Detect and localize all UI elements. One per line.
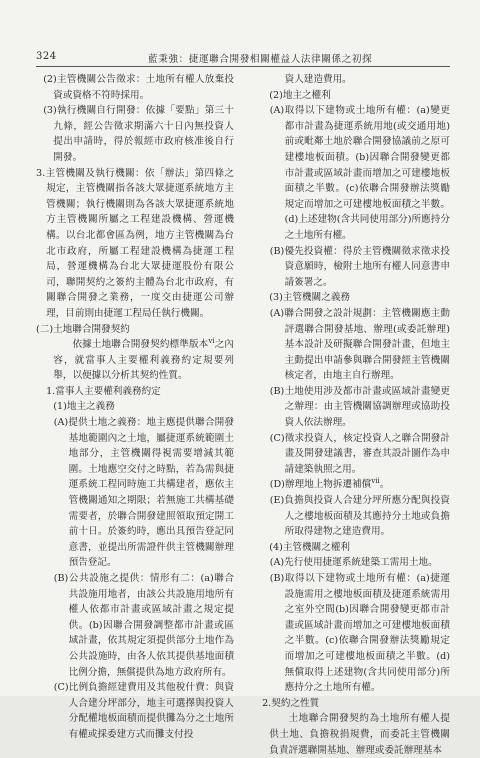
paragraph-l8: [36, 415, 234, 571]
footnote-marker[interactable]: vii: [371, 477, 380, 486]
left-column: [36, 72, 234, 743]
right-column: [252, 72, 450, 758]
paragraph-l5: [36, 337, 234, 384]
paragraph-text: (A)提供土地之義務：地主應提供聯合開發基地範圍內之土地，屬捷運系統範圍土地部分，主管機關得視需要增減其範圍。土地應空交付之時點，若為需與捷運系統工程同時施工共構建者，應依主管機關通知之期限；若無施工共構基礎需要者，於聯合開發建照領取預定開工前十日。於簽約時，應出具預告登記同意書，並提出所需證件供主管機關辦理預告登記。: [53, 417, 234, 569]
footnote-marker[interactable]: vi: [208, 336, 215, 345]
paragraph-r5: [252, 290, 450, 306]
paragraph-l7: [36, 399, 234, 415]
paragraph-r10: [252, 493, 450, 540]
paragraph-text: (B)優先投資權：得於主管機關徵求徵求投資意願時，檢附土地所有權人同意書申請簽署之。: [269, 245, 450, 288]
paragraph-text: (B)公共設施之提供：情形有二：(a)聯合共設施用地者，由該公共設施用地所有權人依都市計畫或區域計畫之規定提供。(b)因聯合開發調整都市計畫或區域計畫，依其規定須提供部分土地作為公共設施時，由各人依其提供基地面積比例分擔，無償提供為地方政府所有。: [53, 573, 234, 678]
paragraph-l1: [36, 72, 234, 103]
paragraph-text: (B)取得以下建物或土地所有權：(a)捷運設施需用之樓地板面積及捷運系統需用之室外空間(b)因聯合開發變更都市計畫或區域計畫而增加之可建樓地板面積之半數。(c)依聯合開發辦法獎勵規定而增加之可建樓地板面積之半數。(d)無償取得上述建物(含共同使用部分)所應持分之土地所有權。: [269, 573, 450, 694]
paragraph-text: 3.主管機關及執行機關：依「辦法」第四條之規定，主管機關指各該大眾捷運系統地方主管機關；執行機關則為各該大眾捷運系統地方主管機關所屬之工程建設機構、營運機構。以台北都會區為例，地方主管機關為台北市政府，所屬工程建設機構為捷運工程局，營運機構為台北大眾捷運股份有限公司，聯開契約之簽約主體為台北市政府，有關聯合開發之業務，一度交由捷運公司辦理，目前則由捷運工程局任執行機關。: [36, 167, 234, 319]
paragraph-text-continued: 。: [379, 479, 390, 491]
paragraph-text: (E)負擔與投資人合建分坪所應分配與投資人之樓地板面積及其應持分土地或負擔所取得建物之建造費用。: [269, 495, 450, 538]
paragraph-r1: [252, 72, 450, 88]
paragraph-text: (3)執行機關自行開發：依據「要點」第三十九條，經公告徵求期滿六十日內無投資人提出申請時，得於報經市政府核准後自行開發。: [43, 105, 234, 163]
running-head: 藍秉強：捷運聯合開發相關權益人法律關係之初探: [148, 54, 373, 65]
paragraph-text: 依據土地聯合開發契約標準版本: [72, 339, 209, 351]
paragraph-text: 1.當事人主要權利義務約定: [46, 385, 161, 397]
paragraph-r12: [252, 555, 450, 571]
paragraph-r11: [252, 540, 450, 556]
page-number: 324: [36, 51, 57, 62]
paragraph-text: (A)聯合開發之設計規劃：主管機關應主動評選聯合開發基地、辦理(或委託辦理)基本設計及研擬聯合開發計畫，但地主主動提出申請參與聯合開發經主管機關核定者，由地主自行辦理。: [269, 307, 450, 382]
paragraph-l2: [36, 103, 234, 165]
paragraph-text: (3)主管機關之義務: [269, 292, 351, 304]
paragraph-text: (B)土地使用涉及都市計畫或區域計畫變更之辦理：由主管機關協調辦理或協助投資人依法辦理。: [269, 385, 450, 429]
paragraph-text: (二)土地聯合開發契約: [36, 323, 130, 335]
paragraph-r4: [252, 244, 450, 291]
paragraph-text: 2.契約之性質: [262, 697, 320, 709]
paragraph-text: (D)辦理地上物拆遷補償: [269, 479, 372, 491]
paragraph-r6: [252, 306, 450, 384]
paragraph-l9: [36, 571, 234, 680]
paragraph-r7: [252, 384, 450, 431]
paragraph-l4: [36, 322, 234, 338]
paragraph-r2: [252, 88, 450, 104]
paragraph-text: (2)地主之權利: [269, 89, 331, 101]
paragraph-r14: [252, 696, 450, 712]
paragraph-text: (4)主管機關之權利: [269, 541, 351, 553]
paragraph-r3: [252, 103, 450, 243]
paragraph-text: (2)主管機關公告徵求：土地所有權人放棄投資或資格不符時採用。: [43, 74, 234, 101]
paragraph-text: (A)先行使用捷運系統建築工需用土地。: [269, 557, 438, 569]
paragraph-r8: [252, 431, 450, 478]
page-header: [36, 50, 450, 67]
paragraph-text: (C)徵求投資人，核定投資人之聯合開發計畫及開發建議書，審查其設計圖作為申請建築執照之用。: [269, 432, 450, 475]
paragraph-l3: [36, 166, 234, 322]
paragraph-text: 資人建造費用。: [284, 74, 352, 85]
paragraph-text: 土地聯合開發契約為土地所有權人提供土地、負擔稅捐規費，而委託主管機關負責評選聯開基地、辦理或委託辦理基本: [269, 713, 450, 756]
paragraph-text: (C)比例負擔經建費用及其他稅什費：與資人合建分坪部分，地主可選擇與投資人分配權地板面積而提供攤為分之土地所有權或採委建方式而攤支付投: [53, 682, 234, 740]
paragraph-text-continued: 之內容，就當事人主要權利義務約定規要列舉，以便據以分析其契約性質。: [53, 339, 235, 382]
paragraph-l6: [36, 384, 234, 400]
paragraph-r13: [252, 571, 450, 696]
paragraph-text: (1)地主之義務: [53, 401, 115, 413]
paragraph-r15: [252, 711, 450, 758]
paragraph-l10: [36, 680, 234, 742]
paragraph-text: (A)取得以下建物或土地所有權：(a)變更都市計畫為捷運系統用地(或交通用地)前或毗鄰土地於聯合開發協議前之原可建樓地板面積。(b)因聯合開發變更都市計畫或區域計畫而增加之可建樓地板面積之半數。(c)依聯合開發辦法獎勵規定而增加之可建樓地板面積之半數。(d)上述建物(含共同使用部分)所應持分之土地所有權。: [269, 105, 450, 241]
paragraph-r9: [252, 477, 450, 493]
